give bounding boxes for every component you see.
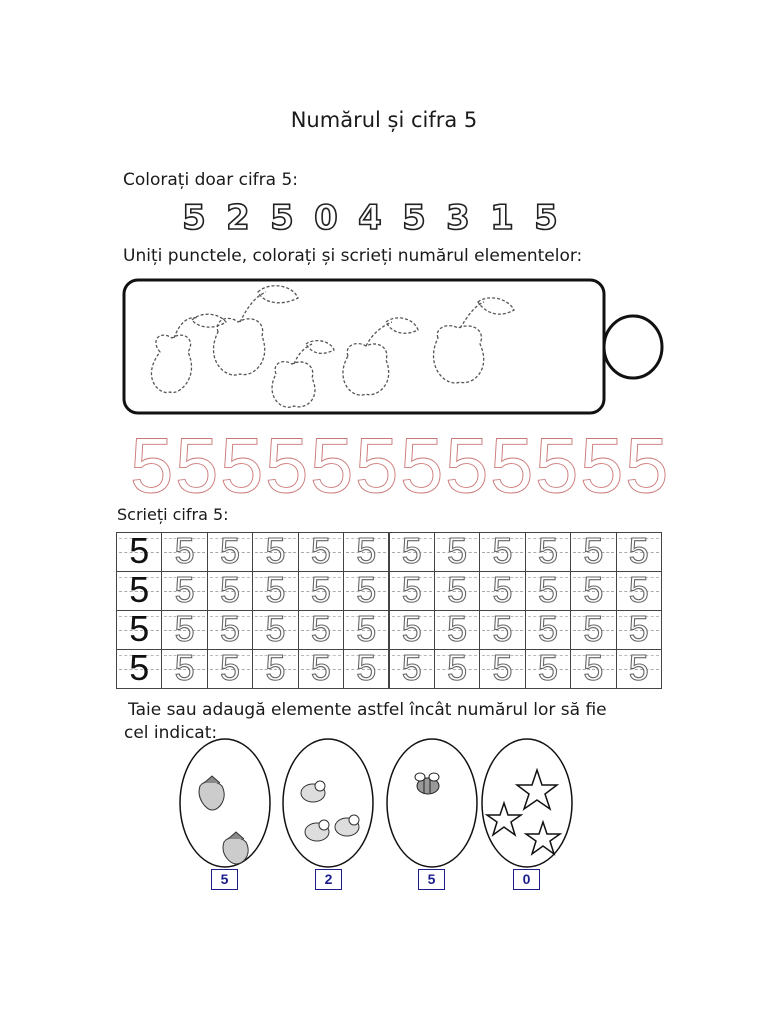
instruction-connect-dots: Uniți punctele, colorați și scrieți numărul elementelor: bbox=[123, 246, 583, 266]
practice-digit: 5 bbox=[174, 530, 195, 571]
star-icon bbox=[517, 770, 557, 809]
instruction-cross-add-line1: Taie sau adaugă elemente astfel încât numărul lor să fie bbox=[128, 700, 607, 720]
practice-digit: 5 bbox=[310, 569, 331, 610]
trace-digit: 5 bbox=[625, 421, 665, 509]
instruction-cross-add-line2: cel indicat: bbox=[124, 723, 218, 743]
practice-digit: 5 bbox=[492, 569, 513, 610]
target-box-2: 2 bbox=[315, 869, 342, 890]
practice-digit: 5 bbox=[401, 530, 422, 571]
practice-digit: 5 bbox=[537, 530, 558, 571]
practice-digit: 5 bbox=[628, 608, 649, 649]
strawberry-icon bbox=[223, 832, 248, 864]
ladybug-icon bbox=[305, 820, 329, 841]
group-oval bbox=[387, 739, 477, 867]
practice-digit: 5 bbox=[356, 647, 377, 688]
practice-digit: 5 bbox=[401, 647, 422, 688]
practice-digit: 5 bbox=[310, 530, 331, 571]
practice-digit: 5 bbox=[174, 569, 195, 610]
model-digit: 5 bbox=[129, 530, 150, 571]
digit-item[interactable]: 5 bbox=[182, 198, 206, 238]
ladybug-icon bbox=[301, 781, 325, 802]
digit-item[interactable]: 2 bbox=[226, 198, 250, 238]
practice-digit: 5 bbox=[356, 608, 377, 649]
trace-digit: 5 bbox=[400, 421, 440, 509]
practice-digit: 5 bbox=[265, 647, 286, 688]
trace-digit: 5 bbox=[175, 421, 215, 509]
practice-digit: 5 bbox=[537, 569, 558, 610]
star-icon bbox=[487, 803, 521, 835]
practice-digit: 5 bbox=[583, 608, 604, 649]
practice-digit: 5 bbox=[447, 608, 468, 649]
group-oval bbox=[283, 739, 373, 867]
practice-digit: 5 bbox=[220, 569, 241, 610]
ladybug-icon bbox=[335, 815, 359, 836]
practice-digit: 5 bbox=[401, 569, 422, 610]
practice-digit: 5 bbox=[583, 530, 604, 571]
practice-digit: 5 bbox=[537, 608, 558, 649]
practice-digit: 5 bbox=[220, 608, 241, 649]
page-title: Numărul și cifra 5 bbox=[290, 108, 478, 132]
instruction-write-digit: Scrieți cifra 5: bbox=[117, 505, 229, 524]
digit-item[interactable]: 5 bbox=[402, 198, 426, 238]
practice-digit: 5 bbox=[447, 530, 468, 571]
digit-item[interactable]: 4 bbox=[358, 198, 382, 238]
practice-digit: 5 bbox=[401, 608, 422, 649]
practice-digit: 5 bbox=[583, 569, 604, 610]
digit-item[interactable]: 5 bbox=[534, 198, 558, 238]
star-icon bbox=[526, 822, 560, 854]
trace-digit: 5 bbox=[580, 421, 620, 509]
practice-digit: 5 bbox=[447, 569, 468, 610]
practice-digit: 5 bbox=[220, 530, 241, 571]
practice-digit: 5 bbox=[583, 647, 604, 688]
practice-digit: 5 bbox=[220, 647, 241, 688]
practice-digit: 5 bbox=[265, 530, 286, 571]
trace-digit: 5 bbox=[355, 421, 395, 509]
bee-icon bbox=[415, 773, 439, 794]
practice-digit: 5 bbox=[537, 647, 558, 688]
digit-item[interactable]: 0 bbox=[314, 198, 338, 238]
instruction-color-digit: Colorați doar cifra 5: bbox=[123, 170, 299, 190]
target-box-1: 5 bbox=[211, 869, 238, 890]
target-box-3: 5 bbox=[418, 869, 445, 890]
trace-digit: 5 bbox=[130, 421, 170, 509]
model-digit: 5 bbox=[129, 647, 150, 688]
practice-digit: 5 bbox=[447, 647, 468, 688]
practice-digit: 5 bbox=[492, 647, 513, 688]
trace-digit: 5 bbox=[445, 421, 485, 509]
digit-item[interactable]: 5 bbox=[270, 198, 294, 238]
practice-digit: 5 bbox=[174, 608, 195, 649]
model-digit: 5 bbox=[129, 608, 150, 649]
target-box-4: 0 bbox=[513, 869, 540, 890]
practice-digit: 5 bbox=[492, 608, 513, 649]
practice-digit: 5 bbox=[628, 647, 649, 688]
trace-digit: 5 bbox=[265, 421, 305, 509]
practice-digit: 5 bbox=[265, 608, 286, 649]
model-digit: 5 bbox=[129, 569, 150, 610]
practice-digit: 5 bbox=[310, 608, 331, 649]
trace-digit: 5 bbox=[220, 421, 260, 509]
practice-digit: 5 bbox=[356, 569, 377, 610]
trace-digit: 5 bbox=[490, 421, 530, 509]
digit-item[interactable]: 3 bbox=[446, 198, 470, 238]
digit-item[interactable]: 1 bbox=[490, 198, 514, 238]
practice-digit: 5 bbox=[628, 569, 649, 610]
practice-digit: 5 bbox=[310, 647, 331, 688]
practice-digit: 5 bbox=[492, 530, 513, 571]
practice-digit: 5 bbox=[356, 530, 377, 571]
practice-digit: 5 bbox=[174, 647, 195, 688]
trace-digit: 5 bbox=[535, 421, 575, 509]
practice-digit: 5 bbox=[265, 569, 286, 610]
strawberry-icon bbox=[199, 776, 224, 810]
practice-digit: 5 bbox=[628, 530, 649, 571]
trace-digit: 5 bbox=[310, 421, 350, 509]
